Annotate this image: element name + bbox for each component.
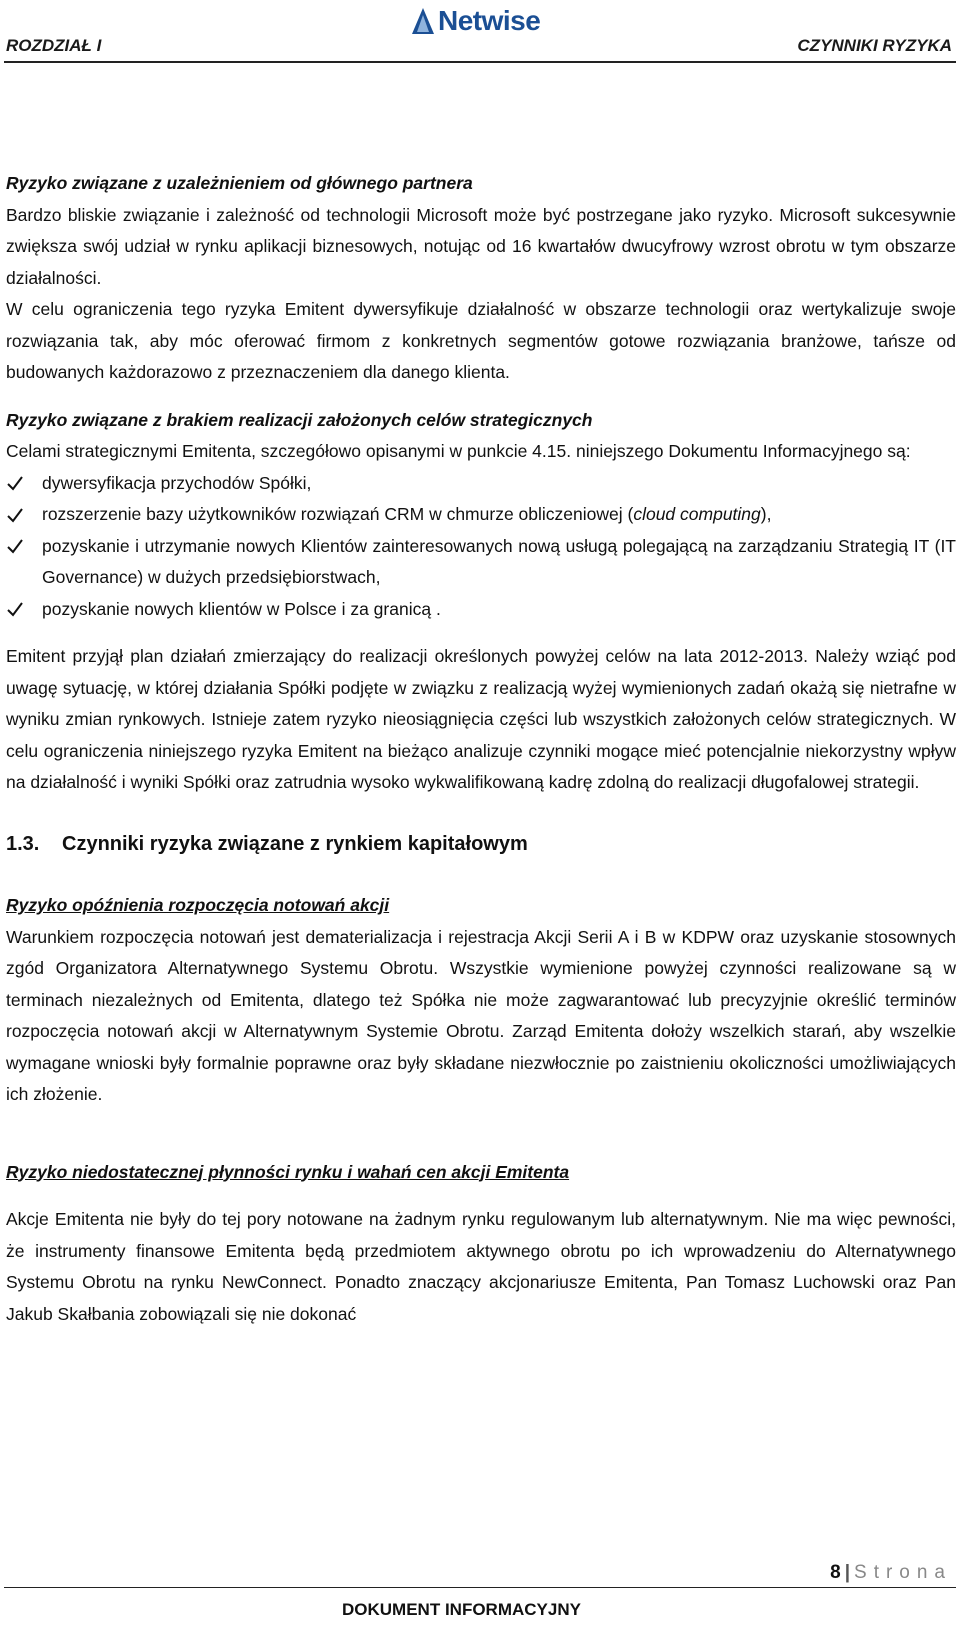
- heading-strategy-risk: Ryzyko związane z brakiem realizacji założonych celów strategicznych: [6, 409, 593, 430]
- spacer: [6, 1188, 956, 1204]
- heading-liquidity-risk: Ryzyko niedostatecznej płynności rynku i wahań cen akcji Emitenta: [6, 1161, 570, 1182]
- page-separator: |: [844, 1562, 851, 1583]
- logo-text: Netwise: [438, 5, 541, 36]
- paragraph: W celu ograniczenia tego ryzyka Emitent dywersyfikuje działalność w obszarze technologii oraz wertykalizuje swoje rozwiązania tak, aby móc oferować firmom z konkretnych segmentów gotowe rozwiązania branżowe, tańsze od budowanych każdorazowo z przeznaczeniem dla danego klienta.: [6, 299, 956, 382]
- checkmark-icon: [6, 499, 28, 530]
- list-item-text: pozyskanie i utrzymanie nowych Klientów zainteresowanych nową usługą polegającą na zarządzaniu Strategią IT (IT Governance) w dużych przedsiębiorstwach,: [42, 535, 956, 587]
- netwise-logo: [410, 4, 540, 38]
- page-number-value: 8: [830, 1562, 841, 1583]
- checkmark-icon: [6, 594, 28, 625]
- footer-document-title: DOKUMENT INFORMACYJNY: [342, 1600, 581, 1619]
- paragraph: Bardzo bliskie związanie i zależność od technologii Microsoft może być postrzegane jako ryzyko. Microsoft sukcesywnie zwiększa swój udział w rynku aplikacji biznesowych, notując od 16 kwartałów dwucyfrowy wzrost obrotu w tym obszarze działalności.: [6, 204, 956, 288]
- list-item-text: pozyskanie nowych klientów w Polsce i za granicą .: [42, 598, 441, 619]
- spacer: [6, 1111, 956, 1141]
- checkmark-icon: [6, 468, 28, 499]
- header-section: CZYNNIKI RYZYKA: [797, 36, 952, 55]
- heading-partner-risk: Ryzyko związane z uzależnieniem od głównego partnera: [6, 173, 473, 193]
- paragraph: Akcje Emitenta nie były do tej pory notowane na żadnym rynku regulowanym lub alternatywnym. Nie ma więc pewności, że instrumenty finansowe Emitenta będą przedmiotem aktywnego obrotu po ich wprowadzeniu do Alternatywnego Systemu Obrotu na rynku NewConnect. Ponadto znaczący akcjonariusze Emitenta, Pan Tomasz Luchowski oraz Pan Jakub Skałbania zobowiązali się nie dokonać: [6, 1209, 956, 1324]
- spacer: [6, 1141, 956, 1157]
- header-rule: [4, 61, 956, 63]
- main-content: [6, 168, 956, 1330]
- netwise-logo-icon: [410, 6, 436, 36]
- footer-rule: [4, 1587, 956, 1588]
- list-item: [6, 531, 956, 594]
- list-item-text: rozszerzenie bazy użytkowników rozwiązań CRM w chmurze obliczeniowej (: [42, 504, 634, 524]
- list-item-italic: cloud computing: [633, 504, 761, 524]
- section-title: [6, 829, 956, 861]
- list-item-tail: ),: [760, 504, 772, 524]
- paragraph: Emitent przyjął plan działań zmierzający do realizacji określonych powyżej celów na lata 2012-2013. Należy wziąć pod uwagę sytuację, w której działania Spółki podjęte w związku z realizacją wyżej wymienionych zadań okażą się nietrafne w wyniku zmian rynkowych. Istnieje zatem ryzyko nieosiągnięcia części lub wszystkich założonych celów strategicznych. W celu ograniczenia niniejszego ryzyka Emitent na bieżąco analizuje czynniki mogące mieć potencjalnie niekorzystny wpływ na działalność i wyniki Spółki oraz zatrudnia wysoko wykwalifikowaną kadrę zdolną do realizacji długofalowej strategii.: [6, 646, 956, 792]
- section-title-text: Czynniki ryzyka związane z rynkiem kapitałowym: [62, 832, 528, 855]
- list-item: [6, 499, 956, 531]
- heading-listing-delay-risk: Ryzyko opóźnienia rozpoczęcia notowań akcji: [6, 895, 390, 915]
- spacer: [6, 389, 956, 405]
- page-word: Strona: [854, 1562, 952, 1583]
- page-number: [830, 1562, 952, 1584]
- strategic-goals-list: [6, 468, 956, 626]
- paragraph: Celami strategicznymi Emitenta, szczegółowo opisanymi w punkcie 4.15. niniejszego Dokumentu Informacyjnego są:: [6, 441, 911, 461]
- spacer: [6, 860, 956, 890]
- spacer: [6, 799, 956, 829]
- list-item: [6, 468, 956, 500]
- header-chapter: ROZDZIAŁ I: [6, 36, 102, 55]
- paragraph: Warunkiem rozpoczęcia notowań jest dematerializacja i rejestracja Akcji Serii A i B w KDPW oraz uzyskanie stosownych zgód Organizatora Alternatywnego Systemu Obrotu. Wszystkie wymienione powyżej czynności realizowane są w terminach niezależnych od Emitenta, dlatego też Spółka nie może zagwarantować lub precyzyjnie określić terminów rozpoczęcia notowań akcji w Alternatywnym Systemie Obrotu. Zarząd Emitenta dołoży wszelkich starań, aby wszelkie wymagane wnioski były formalnie poprawne oraz były składane niezwłocznie po zaistnieniu okoliczności umożliwiających ich złożenie.: [6, 926, 956, 1104]
- spacer: [6, 625, 956, 641]
- list-item-text: dywersyfikacja przychodów Spółki,: [42, 472, 312, 493]
- list-item: [6, 594, 956, 626]
- section-number: 1.3.: [6, 832, 40, 855]
- checkmark-icon: [6, 531, 28, 562]
